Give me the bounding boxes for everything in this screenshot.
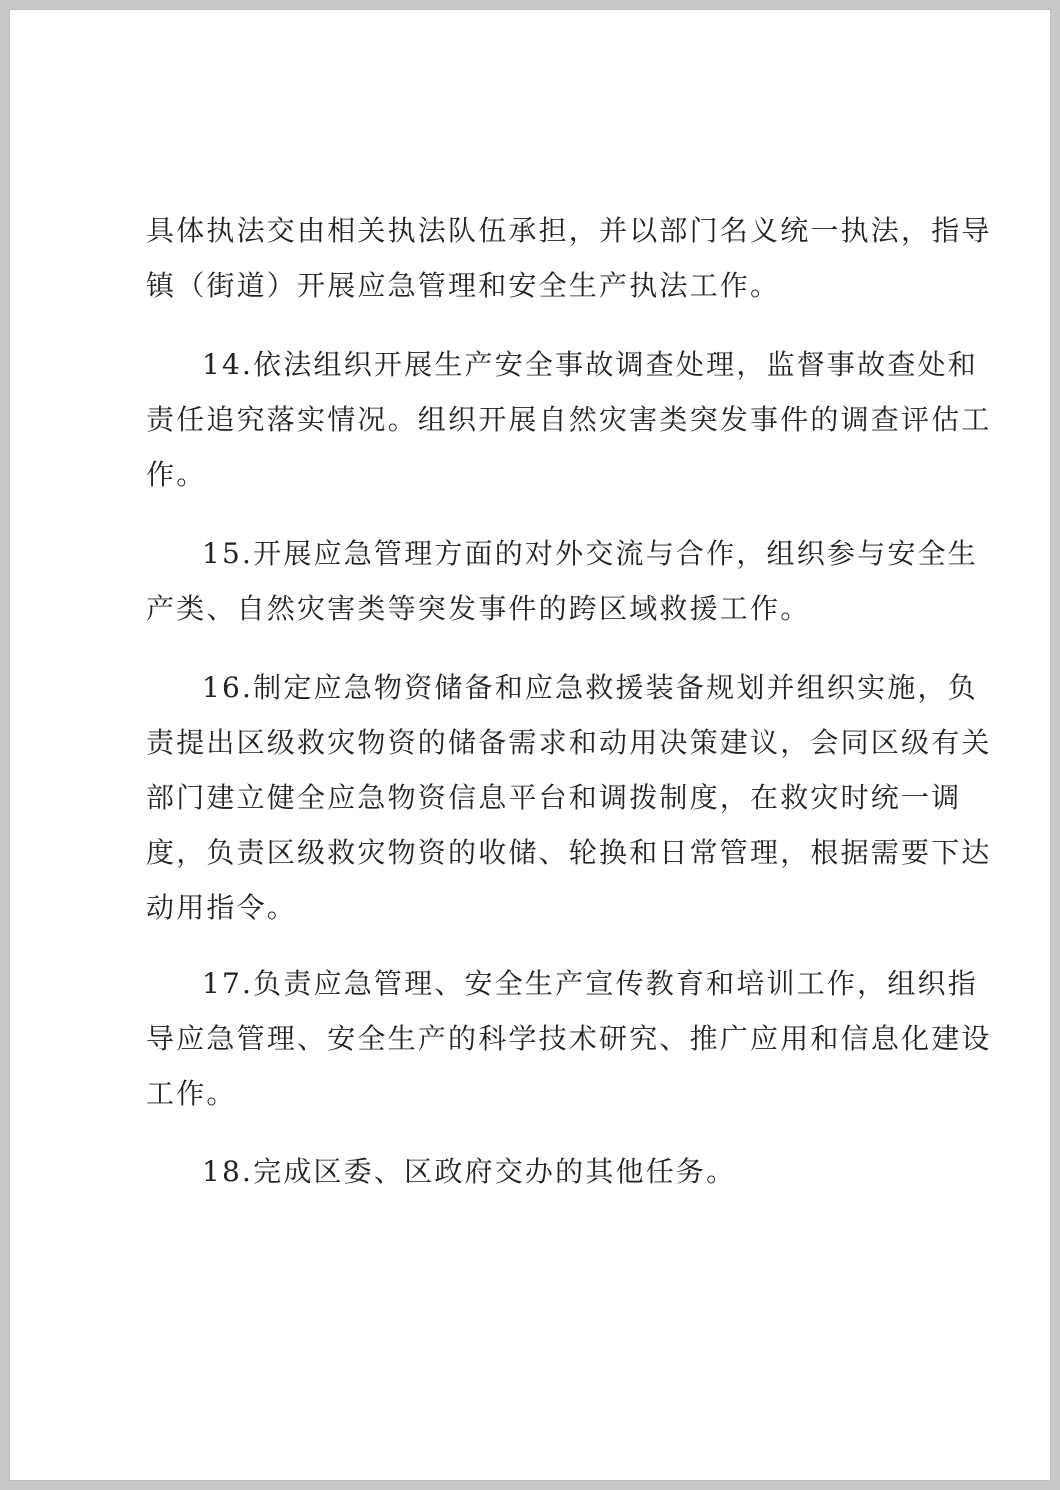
document-page (10, 10, 1050, 1480)
paragraph-17 (146, 956, 992, 1121)
paragraph-18 (146, 1144, 921, 1199)
paragraph-line: 14.依法组织开展生产安全事故调查处理，监督事故查处和 (202, 348, 978, 381)
paragraph-line: 导应急管理、安全生产的科学技术研究、推广应用和信息化建设 (146, 1022, 992, 1055)
paragraph-line: 18.完成区委、区政府交办的其他任务。 (202, 1155, 737, 1188)
paragraph-line: 17.负责应急管理、安全生产宣传教育和培训工作，组织指 (202, 967, 978, 1000)
paragraph-16 (146, 660, 992, 935)
paragraph-line: 15.开展应急管理方面的对外交流与合作，组织参与安全生 (202, 537, 978, 570)
paragraph-line: 责任追究落实情况。组织开展自然灾害类突发事件的调查评估工 (146, 403, 992, 436)
paragraph-line: 动用指令。 (146, 891, 298, 924)
paragraph-line: 部门建立健全应急物资信息平台和调拨制度，在救灾时统一调 (146, 781, 962, 814)
paragraph-line: 镇（街道）开展应急管理和安全生产执法工作。 (146, 269, 781, 302)
paragraph-14 (146, 337, 992, 502)
paragraph-15 (146, 526, 978, 636)
paragraph-13-continuation (146, 203, 992, 313)
paragraph-line: 度，负责区级救灾物资的收储、轮换和日常管理，根据需要下达 (146, 836, 992, 869)
paragraph-line: 16.制定应急物资储备和应急救援装备规划并组织实施，负 (202, 671, 978, 704)
paragraph-line: 责提出区级救灾物资的储备需求和动用决策建议，会同区级有关 (146, 726, 992, 759)
paragraph-line: 具体执法交由相关执法队伍承担，并以部门名义统一执法，指导 (146, 214, 992, 247)
paragraph-line: 作。 (146, 458, 207, 491)
paragraph-line: 工作。 (146, 1077, 237, 1110)
paragraph-line: 产类、自然灾害类等突发事件的跨区域救援工作。 (146, 592, 811, 625)
